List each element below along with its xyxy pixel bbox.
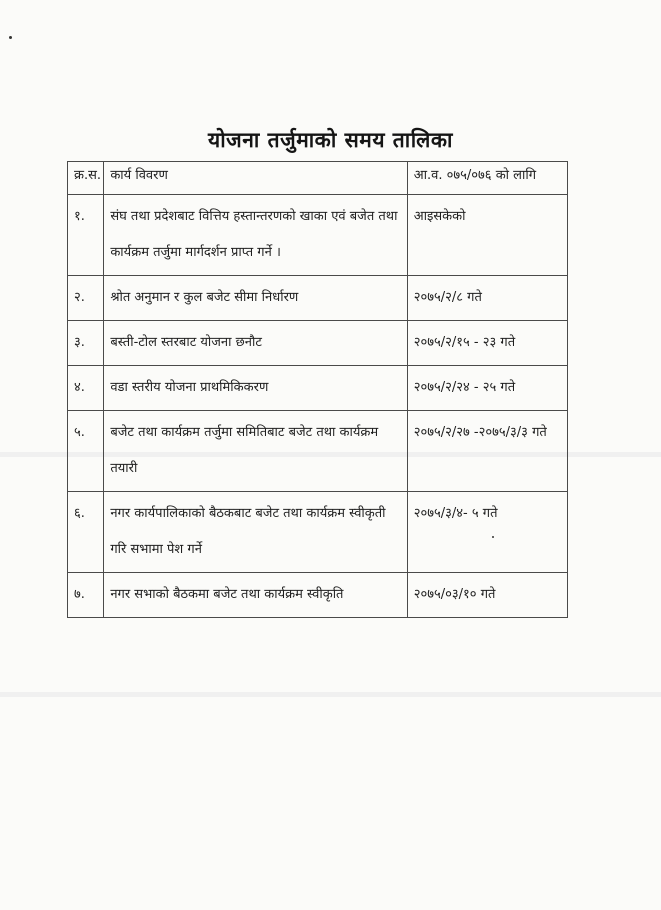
row-date: २०७५/३/४- ५ गते xyxy=(407,492,567,573)
row-date: २०७५/२/८ गते xyxy=(407,276,567,321)
table-row xyxy=(68,195,568,276)
table-row xyxy=(68,411,568,492)
schedule-table xyxy=(67,161,568,618)
row-date: २०७५/२/२४ - २५ गते xyxy=(407,366,567,411)
scan-artifact-band xyxy=(0,692,661,697)
header-fiscal-year-date: आ.व. ०७५/०७६ को लागि xyxy=(407,162,567,195)
header-task-description: कार्य विवरण xyxy=(104,162,407,195)
header-serial-number: क्र.स. xyxy=(68,162,104,195)
table-row xyxy=(68,492,568,573)
row-date: २०७५/२/१५ - २३ गते xyxy=(407,321,567,366)
row-serial-number: २. xyxy=(68,276,104,321)
task-text: बजेट तथा कार्यक्रम तर्जुमा समितिबाट बजेट तथा कार्यक्रम तयारी xyxy=(110,425,379,476)
table-row xyxy=(68,276,568,321)
table-row xyxy=(68,366,568,411)
row-date xyxy=(407,411,567,492)
task-text: वडा स्तरीय योजना प्राथमिकिकरण xyxy=(110,380,269,395)
row-date: आइसकेको xyxy=(407,195,567,276)
row-serial-number: ३. xyxy=(68,321,104,366)
row-task-description xyxy=(104,321,407,366)
table-header-row xyxy=(68,162,568,195)
row-task-description xyxy=(104,492,407,573)
row-task-description xyxy=(104,276,407,321)
task-text: नगर कार्यपालिकाको बैठकबाट बजेट तथा कार्यक्रम स्वीकृती गरि सभामा पेश गर्ने xyxy=(110,506,386,557)
task-text: बस्ती-टोल स्तरबाट योजना छनौट xyxy=(110,335,262,350)
page-title: योजना तर्जुमाको समय तालिका xyxy=(208,128,453,152)
task-text: श्रोत अनुमान र कुल बजेट सीमा निर्धारण xyxy=(110,290,299,305)
row-task-description xyxy=(104,573,407,618)
scan-speck xyxy=(9,36,12,39)
row-serial-number: १. xyxy=(68,195,104,276)
row-serial-number: ७. xyxy=(68,573,104,618)
row-serial-number: ४. xyxy=(68,366,104,411)
row-date: २०७५/०३/१० गते xyxy=(407,573,567,618)
row-task-description xyxy=(104,366,407,411)
table-row xyxy=(68,321,568,366)
row-task-description xyxy=(104,195,407,276)
date-text: २०७५/२/२७ -२०७५/३/३ गते xyxy=(413,425,547,440)
row-task-description xyxy=(104,411,407,492)
table-row xyxy=(68,573,568,618)
row-serial-number: ६. xyxy=(68,492,104,573)
task-text: नगर सभाको बैठकमा बजेट तथा कार्यक्रम स्वीकृति xyxy=(110,587,344,602)
row-serial-number: ५. xyxy=(68,411,104,492)
task-text: संघ तथा प्रदेशबाट वित्तिय हस्तान्तरणको खाका एवं बजेत तथा कार्यक्रम तर्जुमा मार्गदर्शन प्राप्त गर्ने । xyxy=(110,209,398,260)
